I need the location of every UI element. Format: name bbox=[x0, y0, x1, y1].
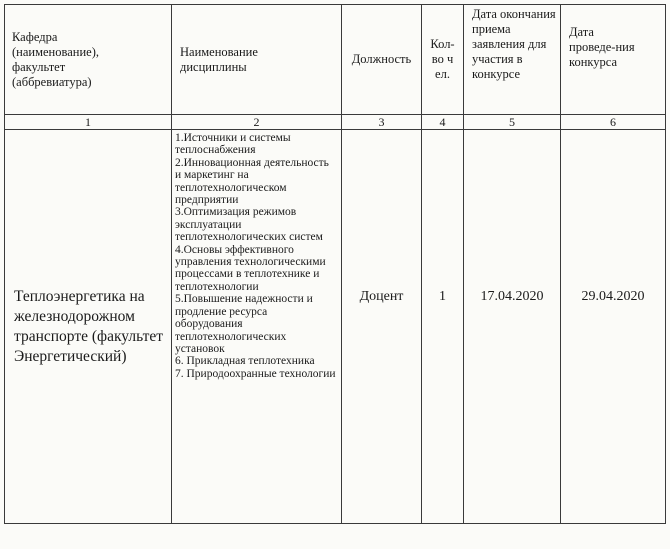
count-cell: 1 bbox=[422, 130, 464, 524]
column-number-row bbox=[5, 115, 666, 130]
position-cell: Доцент bbox=[342, 130, 422, 524]
column-number: 5 bbox=[464, 115, 561, 130]
vacancy-table bbox=[4, 4, 666, 524]
discipline-item: 7. Природоохранные технологии bbox=[175, 367, 336, 380]
discipline-item: 1.Источники и системы теплоснабжения bbox=[175, 132, 291, 157]
disciplines-cell bbox=[172, 130, 342, 524]
header-application-deadline: Дата окончания приема заявления для участия в конкурсе bbox=[464, 5, 561, 115]
column-number: 2 bbox=[172, 115, 342, 130]
table-row bbox=[5, 130, 666, 524]
department-cell: Теплоэнергетика на железнодорожном транспорте (факультет Энергетический) bbox=[5, 130, 172, 524]
discipline-item: 2.Инновационная деятельность и маркетинг на теплотехнологическом предприятии bbox=[175, 156, 329, 207]
application-deadline-cell: 17.04.2020 bbox=[464, 130, 561, 524]
header-position: Должность bbox=[342, 5, 422, 115]
header-contest-date: Дата проведе-ния конкурса bbox=[561, 5, 666, 115]
contest-date-cell: 29.04.2020 bbox=[561, 130, 666, 524]
column-number: 6 bbox=[561, 115, 666, 130]
header-count: Кол-во чел. bbox=[422, 5, 464, 115]
column-number: 3 bbox=[342, 115, 422, 130]
discipline-item: 4.Основы эффективного управления технологическими процессами в теплотехнике и теплотехнологии bbox=[175, 243, 326, 293]
header-discipline: Наименование дисциплины bbox=[172, 5, 342, 115]
header-department: Кафедра (наименование), факультет (аббревиатура) bbox=[5, 5, 172, 115]
column-number: 4 bbox=[422, 115, 464, 130]
discipline-item: 6. Прикладная теплотехника bbox=[175, 355, 315, 368]
discipline-item: 3.Оптимизация режимов эксплуатации теплотехнологических систем bbox=[175, 206, 323, 244]
column-number: 1 bbox=[5, 115, 172, 130]
header-row bbox=[5, 5, 666, 115]
discipline-item: 5.Повышение надежности и продление ресурса оборудования теплотехнологических установок bbox=[175, 293, 313, 355]
